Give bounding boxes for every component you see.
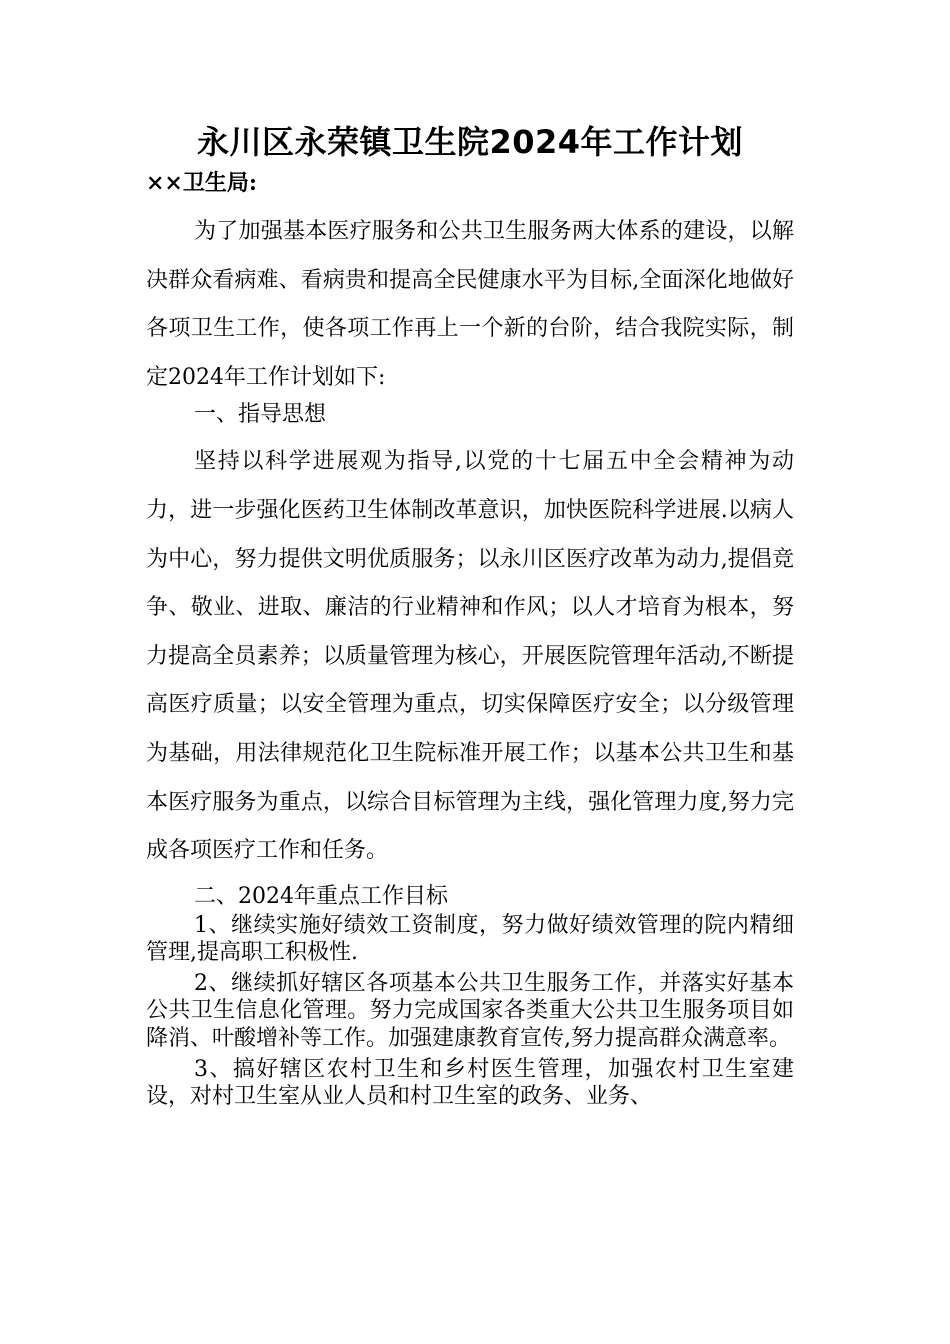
document-title: 永川区永荣镇卫生院2024年工作计划: [196, 123, 744, 161]
intro-paragraph: 为了加强基本医疗服务和公共卫生服务两大体系的建设，以解决群众看病难、看病贵和提高全民健康水平为目标,全面深化地做好各项卫生工作，使各项工作再上一个新的台阶，结合我院实际，制定2024年工作计划如下:: [146, 219, 794, 390]
goal-item: 3、搞好辖区农村卫生和乡村医生管理，加强农村卫生室建设，对村卫生室从业人员和村卫生室的政务、业务、: [146, 1056, 794, 1109]
salutation: ××卫生局:: [146, 170, 257, 196]
section-heading-guiding-thought: 一、指导思想: [194, 402, 327, 428]
goal-item: 1、继续实施好绩效工资制度，努力做好绩效管理的院内精细管理,提高职工积极性.: [146, 912, 794, 965]
body-tight-spacing: [146, 882, 794, 1110]
body-wide-spacing: [146, 208, 794, 876]
goal-item: 2、继续抓好辖区各项基本公共卫生服务工作，并落实好基本公共卫生信息化管理。努力完成国家各类重大公共卫生服务项目如降消、叶酸增补等工作。加强建康教育宣传,努力提高群众满意率。: [146, 971, 794, 1051]
section-heading-key-goals: 二、2024年重点工作目标: [194, 883, 448, 909]
document-page: [146, 118, 794, 1114]
guiding-thought-paragraph: 坚持以科学进展观为指导,以党的十七届五中全会精神为动力，进一步强化医药卫生体制改革意识，加快医院科学进展.以病人为中心，努力提供文明优质服务；以永川区医疗改革为动力,提倡竞争、敬业、进取、廉洁的行业精神和作风；以人才培育为根本，努力提高全员素养；以质量管理为核心，开展医院管理年活动,不断提高医疗质量；以安全管理为重点，切实保障医疗安全；以分级管理为基础，用法律规范化卫生院标准开展工作；以基本公共卫生和基本医疗服务为重点，以综合目标管理为主线，强化管理力度,努力完成各项医疗工作和任务。: [146, 449, 794, 864]
